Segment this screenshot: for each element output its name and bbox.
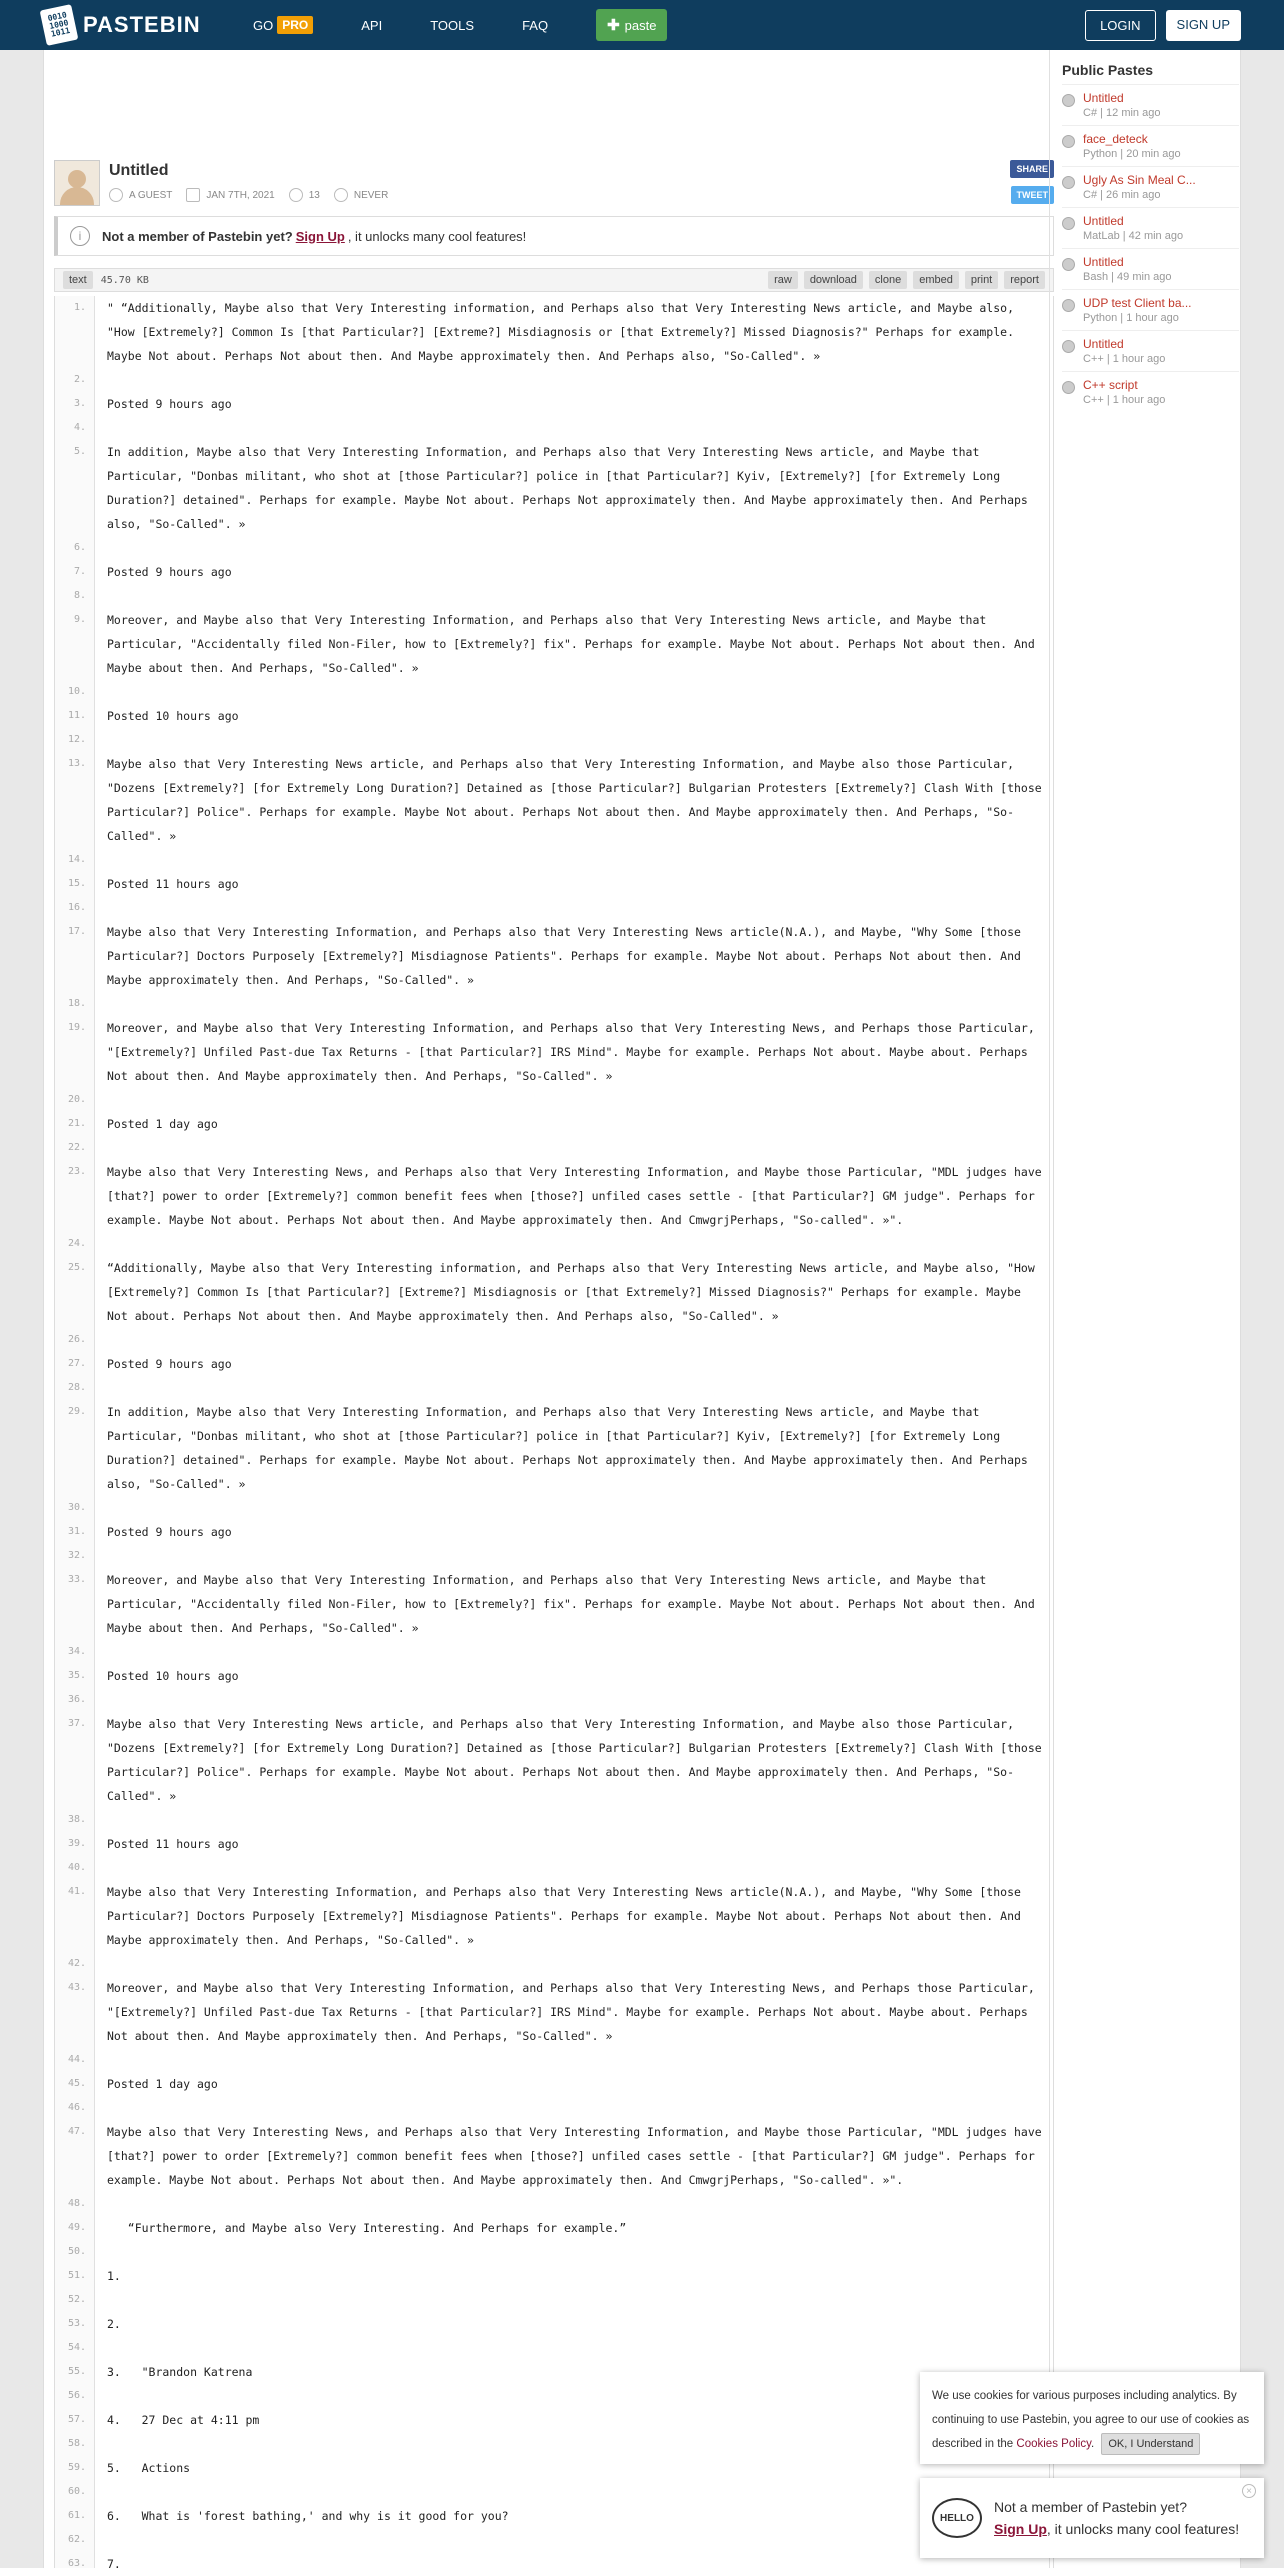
line-number: 41. — [55, 1880, 95, 1952]
code-line — [55, 1232, 1053, 1256]
line-number: 39. — [55, 1832, 95, 1856]
line-number: 5. — [55, 440, 95, 536]
line-number: 12. — [55, 728, 95, 752]
top-header — [0, 0, 1284, 50]
paste-meta: Python | 20 min ago — [1083, 148, 1181, 160]
code-line — [55, 392, 1053, 416]
line-number: 14. — [55, 848, 95, 872]
line-number: 29. — [55, 1400, 95, 1496]
line-text — [95, 728, 115, 752]
line-text — [95, 1088, 115, 1112]
line-number: 35. — [55, 1664, 95, 1688]
paste-meta: C# | 26 min ago — [1083, 189, 1161, 201]
line-text — [95, 680, 115, 704]
globe-icon — [1062, 135, 1075, 148]
line-number: 23. — [55, 1160, 95, 1232]
line-number: 7. — [55, 560, 95, 584]
paste-title: Untitled — [109, 162, 169, 179]
line-number: 13. — [55, 752, 95, 848]
info-icon: i — [70, 226, 90, 246]
public-paste-item[interactable] — [1062, 125, 1239, 166]
line-text — [95, 368, 115, 392]
print-button[interactable]: print — [965, 271, 998, 289]
logo-icon: 0010 1000 1011 — [40, 4, 79, 46]
line-number: 34. — [55, 1640, 95, 1664]
nav-tools[interactable]: TOOLS — [430, 17, 475, 33]
globe-icon — [1062, 176, 1075, 189]
line-number: 19. — [55, 1016, 95, 1088]
code-line — [55, 296, 1053, 368]
code-line — [55, 1376, 1053, 1400]
popup-line: Not a member of Pastebin yet? — [994, 2499, 1187, 2515]
line-text: Posted 10 hours ago — [107, 709, 239, 723]
line-number: 45. — [55, 2072, 95, 2096]
line-text: Maybe also that Very Interesting News, and Perhaps also that Very Interesting Information, and Maybe those Particular, "MDL judges have [that?] power to order [Extremely?] common benefit fees when [those?] unfiled cases settle - [that Particular?] GM judge". Perhaps for example. Maybe Not about. Perhaps Not about then. And Maybe approximately then. And CmwgrjPerhaps, "So-called". »". — [107, 2125, 1049, 2187]
public-paste-item[interactable] — [1062, 289, 1239, 330]
code-line — [55, 2480, 1053, 2504]
line-number: 54. — [55, 2336, 95, 2360]
code-toolbar — [54, 268, 1054, 292]
line-number: 50. — [55, 2240, 95, 2264]
line-text — [95, 1136, 115, 1160]
line-number: 46. — [55, 2096, 95, 2120]
public-paste-item[interactable] — [1062, 371, 1239, 412]
line-text — [95, 1952, 115, 1976]
line-number: 28. — [55, 1376, 95, 1400]
code-line — [55, 584, 1053, 608]
line-text: 3. "Brandon Katrena — [107, 2365, 253, 2379]
paste-meta: Python | 1 hour ago — [1083, 312, 1179, 324]
line-text — [95, 992, 115, 1016]
line-text: Posted 1 day ago — [107, 2077, 218, 2091]
paste-name[interactable]: Untitled — [1083, 214, 1124, 228]
code-line — [55, 1016, 1053, 1088]
line-number: 37. — [55, 1712, 95, 1808]
line-text: Moreover, and Maybe also that Very Interesting Information, and Perhaps also that Very Interesting News, and Perhaps those Particular, "[Extremely?] Unfiled Past-due Tax Returns - [that Particular?] IRS Mind". Maybe for example. Perhaps Not about. Maybe about. Perhaps Not about then. And Maybe approximately then. And Perhaps, "So-Called". » — [107, 1981, 1042, 2043]
line-text: 5. Actions — [107, 2461, 191, 2475]
line-number: 4. — [55, 416, 95, 440]
sidebar-title: Public Pastes — [1062, 62, 1154, 78]
line-number: 32. — [55, 1544, 95, 1568]
line-text — [95, 1640, 115, 1664]
code-line — [55, 2336, 1053, 2360]
code-line — [55, 416, 1053, 440]
line-text — [95, 896, 115, 920]
line-number: 48. — [55, 2192, 95, 2216]
line-text: Moreover, and Maybe also that Very Interesting Information, and Perhaps also that Very Interesting News article, and Maybe that Particular, "Accidentally filed Non-Filer, how to [Extremely?] fix". Perhaps for example. Maybe Not about. Perhaps Not about then. And Maybe about then. And Perhaps, "So-Called". » — [107, 1573, 1042, 1635]
line-number: 3. — [55, 392, 95, 416]
line-number: 58. — [55, 2432, 95, 2456]
line-number: 25. — [55, 1256, 95, 1328]
paste-name[interactable]: Untitled — [1083, 255, 1124, 269]
line-text — [95, 1232, 115, 1256]
line-text: 7. — [107, 2557, 121, 2568]
code-line — [55, 2120, 1053, 2192]
public-paste-item[interactable] — [1062, 248, 1239, 289]
syntax-badge[interactable]: text — [63, 271, 93, 289]
paste-info — [54, 160, 1054, 210]
line-number: 2. — [55, 368, 95, 392]
line-text: 6. What is 'forest bathing,' and why is it good for you? — [107, 2509, 509, 2523]
line-text: " “Additionally, Maybe also that Very Interesting information, and Perhaps also that Very Interesting News article, and Maybe also, "How [Extremely?] Common Is [that Particular?] [Extreme?] Misdiagnosis or [that Extremely?] Missed Diagnosis?" Perhaps for example. Maybe Not about. Perhaps Not about then. And Maybe approximately then. And Perhaps also, "So-Called". » — [107, 301, 1021, 363]
code-line — [55, 1808, 1053, 1832]
line-number: 17. — [55, 920, 95, 992]
line-text: 1. — [107, 2269, 121, 2283]
paste-author[interactable]: A GUEST — [129, 189, 173, 201]
code-line — [55, 704, 1053, 728]
code-line — [55, 1640, 1053, 1664]
code-line — [55, 1256, 1053, 1328]
line-number: 24. — [55, 1232, 95, 1256]
paste-expiry: NEVER — [353, 189, 389, 201]
code-line — [55, 2240, 1053, 2264]
code-line — [55, 1160, 1053, 1232]
line-text — [95, 2480, 115, 2504]
line-number: 44. — [55, 2048, 95, 2072]
code-line — [55, 2360, 1053, 2384]
code-line — [55, 2096, 1053, 2120]
code-line — [55, 2216, 1053, 2240]
login-button[interactable]: LOGIN — [1085, 10, 1155, 41]
line-number: 18. — [55, 992, 95, 1016]
line-number: 51. — [55, 2264, 95, 2288]
code-line — [55, 368, 1053, 392]
signup-button[interactable]: SIGN UP — [1166, 10, 1241, 41]
popup-signup-link[interactable]: Sign Up — [994, 2521, 1047, 2537]
line-text — [95, 2432, 115, 2456]
line-number: 43. — [55, 1976, 95, 2048]
new-paste-button[interactable]: ✚ paste — [596, 9, 667, 41]
code-line — [55, 752, 1053, 848]
logo[interactable] — [43, 7, 233, 43]
line-number: 33. — [55, 1568, 95, 1640]
cookie-ok-button[interactable]: OK, I Understand — [1101, 2433, 1200, 2455]
public-pastes-list — [1062, 84, 1239, 412]
code-line — [55, 1976, 1053, 2048]
code-line — [55, 2408, 1053, 2432]
line-text: Maybe also that Very Interesting News, and Perhaps also that Very Interesting Information, and Maybe those Particular, "MDL judges have [that?] power to order [Extremely?] common benefit fees when [those?] unfiled cases settle - [that Particular?] GM judge". Perhaps for example. Maybe Not about. Perhaps Not about then. And Maybe approximately then. And CmwgrjPerhaps, "So-called". »". — [107, 1165, 1049, 1227]
line-text: In addition, Maybe also that Very Interesting Information, and Perhaps also that Very Interesting News article, and Maybe that Particular, "Donbas militant, who shot at [those Particular?] police in [that Particular?] Kyiv, [Extremely?] [for Extremely Long Duration?] detained". Perhaps for example. Maybe Not about. Perhaps Not approximately then. And Maybe approximately then. And Perhaps also, "So-Called". » — [107, 445, 1035, 531]
line-text: Maybe also that Very Interesting News article, and Perhaps also that Very Interesting Information, and Maybe also those Particular, "Dozens [Extremely?] [for Extremely Long Duration?] Detained as [those Particular?] Bulgarian Protesters [Extremely?] Clash With [those Particular?] Police". Perhaps for example. Maybe Not about. Perhaps Not about then. And Maybe approximately then. And Perhaps, "So-Called". » — [107, 757, 1049, 843]
public-paste-item[interactable] — [1062, 84, 1239, 125]
line-text — [95, 1544, 115, 1568]
code-view — [54, 296, 1054, 2568]
paste-views: 13 — [308, 189, 320, 201]
line-text: “Additionally, Maybe also that Very Interesting information, and Perhaps also that Very Interesting News article, and Maybe also, "How [Extremely?] Common Is [that Particular?] [Extreme?] Misdiagnosis or [that Extremely?] Missed Diagnosis?" Perhaps for example. Maybe Not about. Perhaps Not about then. And Maybe approximately then. And Perhaps also, "So-Called". » — [107, 1261, 1042, 1323]
line-text: Posted 1 day ago — [107, 1117, 218, 1131]
line-text — [95, 1808, 115, 1832]
line-number: 21. — [55, 1112, 95, 1136]
signup-link[interactable]: Sign Up — [295, 228, 345, 244]
calendar-icon — [186, 188, 200, 202]
paste-meta: C++ | 1 hour ago — [1083, 394, 1166, 406]
line-text: “Furthermore, and Maybe also Very Interesting. And Perhaps for example.” — [107, 2221, 627, 2235]
close-icon[interactable]: × — [1242, 2484, 1256, 2498]
line-number: 52. — [55, 2288, 95, 2312]
line-number: 10. — [55, 680, 95, 704]
plus-icon: ✚ — [607, 17, 620, 34]
line-number: 36. — [55, 1688, 95, 1712]
code-line — [55, 728, 1053, 752]
line-text: Maybe also that Very Interesting Information, and Perhaps also that Very Interesting News article(N.A.), and Maybe, "Why Some [those Particular?] Doctors Purposely [Extremely?] Misdiagnose Patients". Perhaps for example. Maybe Not about. Perhaps Not about then. And Maybe approximately then. And Perhaps, "So-Called". » — [107, 1885, 1028, 1947]
line-text — [95, 2528, 115, 2552]
code-line — [55, 872, 1053, 896]
line-text — [95, 2192, 115, 2216]
nav-faq[interactable]: FAQ — [522, 17, 549, 33]
line-text: Posted 9 hours ago — [107, 397, 232, 411]
twitter-tweet-button[interactable]: TWEET — [1011, 186, 1055, 204]
paste-meta: MatLab | 42 min ago — [1083, 230, 1184, 242]
main-nav — [253, 9, 667, 41]
cookie-text: We use cookies for various purposes including analytics. By continuing to use Pastebin, you agree to our use of cookies as described in the — [932, 2390, 1250, 2450]
line-number: 38. — [55, 1808, 95, 1832]
line-text — [95, 2096, 115, 2120]
code-line — [55, 1400, 1053, 1496]
line-number: 8. — [55, 584, 95, 608]
globe-icon — [1062, 94, 1075, 107]
line-text: 2. — [107, 2317, 121, 2331]
line-text — [95, 416, 115, 440]
line-number: 40. — [55, 1856, 95, 1880]
code-line — [55, 1952, 1053, 1976]
line-text: Posted 10 hours ago — [107, 1669, 239, 1683]
paste-size: 45.70 KB — [100, 274, 149, 286]
line-number: 59. — [55, 2456, 95, 2480]
logo-text: PASTEBIN — [83, 12, 201, 37]
code-line — [55, 1712, 1053, 1808]
globe-icon — [1062, 258, 1075, 271]
line-number: 53. — [55, 2312, 95, 2336]
code-line — [55, 2192, 1053, 2216]
code-line — [55, 1088, 1053, 1112]
line-number: 57. — [55, 2408, 95, 2432]
auth-buttons — [1085, 10, 1241, 41]
hello-icon: HELLO — [932, 2498, 982, 2538]
line-number: 63. — [55, 2552, 95, 2568]
line-number: 31. — [55, 1520, 95, 1544]
line-number: 55. — [55, 2360, 95, 2384]
code-line — [55, 1136, 1053, 1160]
line-text: Posted 9 hours ago — [107, 1357, 232, 1371]
line-number: 22. — [55, 1136, 95, 1160]
code-line — [55, 536, 1053, 560]
user-icon — [109, 188, 123, 202]
code-line — [55, 1880, 1053, 1952]
code-line — [55, 2552, 1053, 2568]
globe-icon — [1062, 340, 1075, 353]
code-line — [55, 1496, 1053, 1520]
globe-icon — [1062, 299, 1075, 312]
line-number: 1. — [55, 296, 95, 368]
paste-meta: C++ | 1 hour ago — [1083, 353, 1166, 365]
code-line — [55, 608, 1053, 680]
code-line — [55, 848, 1053, 872]
line-number: 9. — [55, 608, 95, 680]
paste-meta — [109, 188, 388, 202]
line-number: 60. — [55, 2480, 95, 2504]
line-number: 6. — [55, 536, 95, 560]
line-number: 61. — [55, 2504, 95, 2528]
code-line — [55, 680, 1053, 704]
line-number: 47. — [55, 2120, 95, 2192]
code-line — [55, 1544, 1053, 1568]
globe-icon — [1062, 381, 1075, 394]
code-line — [55, 920, 1053, 992]
line-number: 56. — [55, 2384, 95, 2408]
globe-icon — [1062, 217, 1075, 230]
line-number: 11. — [55, 704, 95, 728]
line-text — [95, 1328, 115, 1352]
pro-badge: PRO — [277, 16, 313, 34]
code-line — [55, 2072, 1053, 2096]
clone-button[interactable]: clone — [869, 271, 907, 289]
line-text — [95, 2384, 115, 2408]
line-text: Posted 11 hours ago — [107, 877, 239, 891]
signup-notice: i Not a member of Pastebin yet? Sign Up , it unlocks many cool features! — [54, 216, 1054, 256]
line-text: Maybe also that Very Interesting Information, and Perhaps also that Very Interesting News article(N.A.), and Maybe, "Why Some [those Particular?] Doctors Purposely [Extremely?] Misdiagnose Patients". Perhaps for example. Maybe Not about. Perhaps Not about then. And Maybe approximately then. And Perhaps, "So-Called". » — [107, 925, 1028, 987]
paste-meta: Bash | 49 min ago — [1083, 271, 1172, 283]
code-line — [55, 1112, 1053, 1136]
cookies-policy-link[interactable]: Cookies Policy — [1016, 2438, 1091, 2450]
line-text: Moreover, and Maybe also that Very Interesting Information, and Perhaps also that Very Interesting News, and Perhaps those Particular, "[Extremely?] Unfiled Past-due Tax Returns - [that Particular?] IRS Mind". Maybe for example. Perhaps Not about. Maybe about. Perhaps Not about then. And Maybe approximately then. And Perhaps, "So-Called". » — [107, 1021, 1042, 1083]
line-text — [95, 2336, 115, 2360]
page-container — [43, 50, 1241, 2568]
line-number: 62. — [55, 2528, 95, 2552]
line-text: Posted 9 hours ago — [107, 565, 232, 579]
public-paste-item[interactable] — [1062, 330, 1239, 371]
line-number: 15. — [55, 872, 95, 896]
code-line — [55, 2432, 1053, 2456]
embed-button[interactable]: embed — [913, 271, 959, 289]
line-number: 16. — [55, 896, 95, 920]
paste-name[interactable]: Untitled — [1083, 91, 1124, 105]
code-line — [55, 896, 1053, 920]
line-text: Maybe also that Very Interesting News article, and Perhaps also that Very Interesting Information, and Maybe also those Particular, "Dozens [Extremely?] [for Extremely Long Duration?] Detained as [those Particular?] Bulgarian Protesters [Extremely?] Clash With [those Particular?] Police". Perhaps for example. Maybe Not about. Perhaps Not about then. And Maybe approximately then. And Perhaps, "So-Called". » — [107, 1717, 1049, 1803]
line-number: 42. — [55, 1952, 95, 1976]
code-line — [55, 2528, 1053, 2552]
code-line — [55, 1856, 1053, 1880]
code-line — [55, 1520, 1053, 1544]
line-number: 26. — [55, 1328, 95, 1352]
line-number: 30. — [55, 1496, 95, 1520]
download-button[interactable]: download — [804, 271, 863, 289]
code-line — [55, 560, 1053, 584]
code-line — [55, 1832, 1053, 1856]
line-text: Posted 11 hours ago — [107, 1837, 239, 1851]
paste-name[interactable]: Untitled — [1083, 337, 1124, 351]
paste-date: JAN 7TH, 2021 — [206, 189, 275, 201]
line-text — [95, 2048, 115, 2072]
line-text — [95, 1688, 115, 1712]
line-text — [95, 536, 115, 560]
line-number: 27. — [55, 1352, 95, 1376]
line-text — [95, 2240, 115, 2264]
eye-icon — [289, 188, 303, 202]
code-line — [55, 2312, 1053, 2336]
paste-name[interactable]: face_deteck — [1083, 132, 1148, 146]
code-line — [55, 440, 1053, 536]
cookie-banner: We use cookies for various purposes including analytics. By continuing to use Pastebin, you agree to our use of cookies as described in the Cookies Policy. OK, I Understand — [920, 2372, 1264, 2464]
code-line — [55, 992, 1053, 1016]
paste-name[interactable]: Ugly As Sin Meal C... — [1083, 173, 1196, 187]
code-line — [55, 1352, 1053, 1376]
code-line — [55, 1568, 1053, 1640]
clock-icon — [334, 188, 348, 202]
line-text — [95, 1496, 115, 1520]
public-paste-item[interactable] — [1062, 207, 1239, 248]
line-number: 49. — [55, 2216, 95, 2240]
code-line — [55, 2456, 1053, 2480]
code-line — [55, 1328, 1053, 1352]
code-line — [55, 2048, 1053, 2072]
signup-popup: HELLO Not a member of Pastebin yet? Sign Up, it unlocks many cool features! × — [920, 2478, 1264, 2558]
raw-button[interactable]: raw — [768, 271, 798, 289]
nav-api[interactable]: API — [361, 17, 383, 33]
facebook-share-button[interactable]: SHARE — [1010, 160, 1054, 178]
code-line — [55, 2264, 1053, 2288]
paste-meta: C# | 12 min ago — [1083, 107, 1161, 119]
code-line — [55, 2504, 1053, 2528]
line-number: 20. — [55, 1088, 95, 1112]
line-text — [95, 2288, 115, 2312]
line-text: In addition, Maybe also that Very Interesting Information, and Perhaps also that Very Interesting News article, and Maybe that Particular, "Donbas militant, who shot at [those Particular?] police in [that Particular?] Kyiv, [Extremely?] [for Extremely Long Duration?] detained". Perhaps for example. Maybe Not about. Perhaps Not approximately then. And Maybe approximately then. And Perhaps also, "So-Called". » — [107, 1405, 1035, 1491]
paste-name[interactable]: UDP test Client ba... — [1083, 296, 1192, 310]
code-line — [55, 1688, 1053, 1712]
line-text — [95, 848, 115, 872]
line-text: Moreover, and Maybe also that Very Interesting Information, and Perhaps also that Very Interesting News article, and Maybe that Particular, "Accidentally filed Non-Filer, how to [Extremely?] fix". Perhaps for example. Maybe Not about. Perhaps Not about then. And Maybe about then. And Perhaps, "So-Called". » — [107, 613, 1042, 675]
public-paste-item[interactable] — [1062, 166, 1239, 207]
code-line — [55, 2288, 1053, 2312]
line-text: Posted 9 hours ago — [107, 1525, 232, 1539]
avatar — [54, 160, 100, 206]
code-line — [55, 2384, 1053, 2408]
paste-name[interactable]: C++ script — [1083, 378, 1138, 392]
report-button[interactable]: report — [1004, 271, 1045, 289]
line-text — [95, 1856, 115, 1880]
code-line — [55, 1664, 1053, 1688]
line-text — [95, 584, 115, 608]
line-text — [95, 1376, 115, 1400]
code-lines — [55, 296, 1053, 2568]
public-pastes-sidebar — [1049, 50, 1239, 2568]
nav-go-pro[interactable]: GO PRO — [253, 16, 313, 34]
line-text: 4. 27 Dec at 4:11 pm — [107, 2413, 260, 2427]
